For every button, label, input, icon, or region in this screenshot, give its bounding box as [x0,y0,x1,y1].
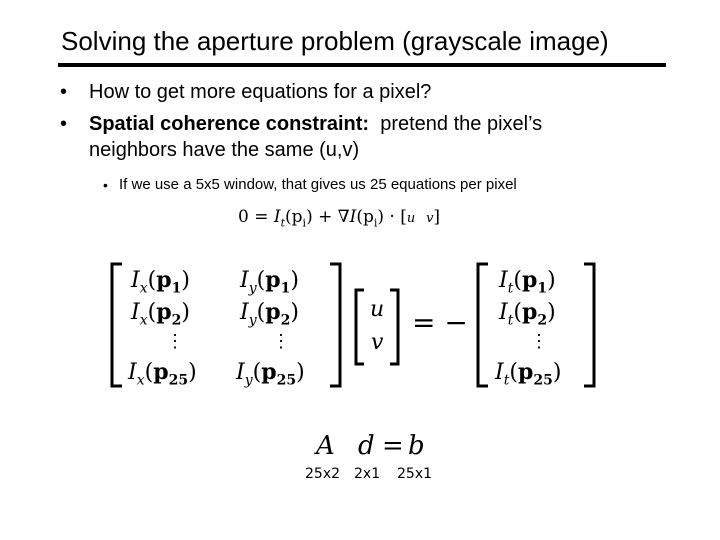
bullet-text-2 [89,112,542,137]
equals-minus: = − [412,306,468,339]
compact-equals: = [382,431,404,461]
eq-I: I [349,207,357,227]
dim-label-A: 25x2 [305,466,341,482]
matrix-A-cell: $I_x(p_2)$ [131,299,190,329]
eq-v: v [426,211,434,226]
matrix-A-cell: $I_x(p_1)$ [131,267,190,297]
vector-b-vdots: ⋮ [530,331,548,352]
dim-label-d: 2x1 [354,466,381,482]
eq-lhs: 0 = [238,207,274,227]
matrix-A-cell: $I_y(p_2)$ [240,299,299,329]
eq-u: u [406,211,416,226]
vector-d-u: u [370,297,385,322]
eq-It: I [273,207,281,227]
eq-close: ) [306,207,313,227]
sub-bullet-text: If we use a 5x5 window, that gives us 25 equations per pixel [119,176,517,193]
bullet-marker-2: • [60,113,68,135]
matrix-A-vdots: ⋮ [166,331,184,352]
bullet-text-2-continuation: neighbors have the same (u,v) [89,139,360,161]
vector-d-v: v [371,330,384,355]
matrix-A-cell: $I_y(p_1)$ [240,267,299,297]
bullet-text-1: How to get more equations for a pixel? [89,81,432,103]
eq-pi2-sub: i [373,216,378,230]
sub-bullet-marker: • [103,177,108,193]
bullet-marker-1: • [60,81,68,103]
vector-b-cell: $I_t(p_{25})$ [495,359,562,389]
vector-b-cell: $I_t(p_2)$ [499,299,556,329]
matrix-A-cell: $I_y(p_{25})$ [236,359,305,389]
compact-b: b [408,431,425,461]
title-underline [58,63,666,67]
slide-title: Solving the aperture problem (grayscale image) [61,26,609,56]
bullet-2-bold: Spatial coherence constraint: [89,113,370,135]
matrix-A-vdots: ⋮ [272,331,290,352]
eq-rbr: ] [433,207,441,227]
matrix-A-cell: $I_x(p_{25})$ [128,359,197,389]
constraint-equation [238,204,440,236]
vector-b-cell: $I_t(p_1)$ [499,267,556,297]
eq-It-sub: t [280,216,286,230]
eq-pi2: (p [356,207,374,227]
compact-d: d [358,431,375,461]
eq-pi-sub: i [302,216,307,230]
dim-label-b: 25x1 [397,466,433,482]
bullet-2-rest: pretend the pixel’s [369,113,543,135]
compact-A: A [316,431,335,461]
eq-close2: ) · [ [377,207,407,227]
eq-plus-grad: + ∇ [312,207,350,227]
eq-pi: (p [285,207,303,227]
